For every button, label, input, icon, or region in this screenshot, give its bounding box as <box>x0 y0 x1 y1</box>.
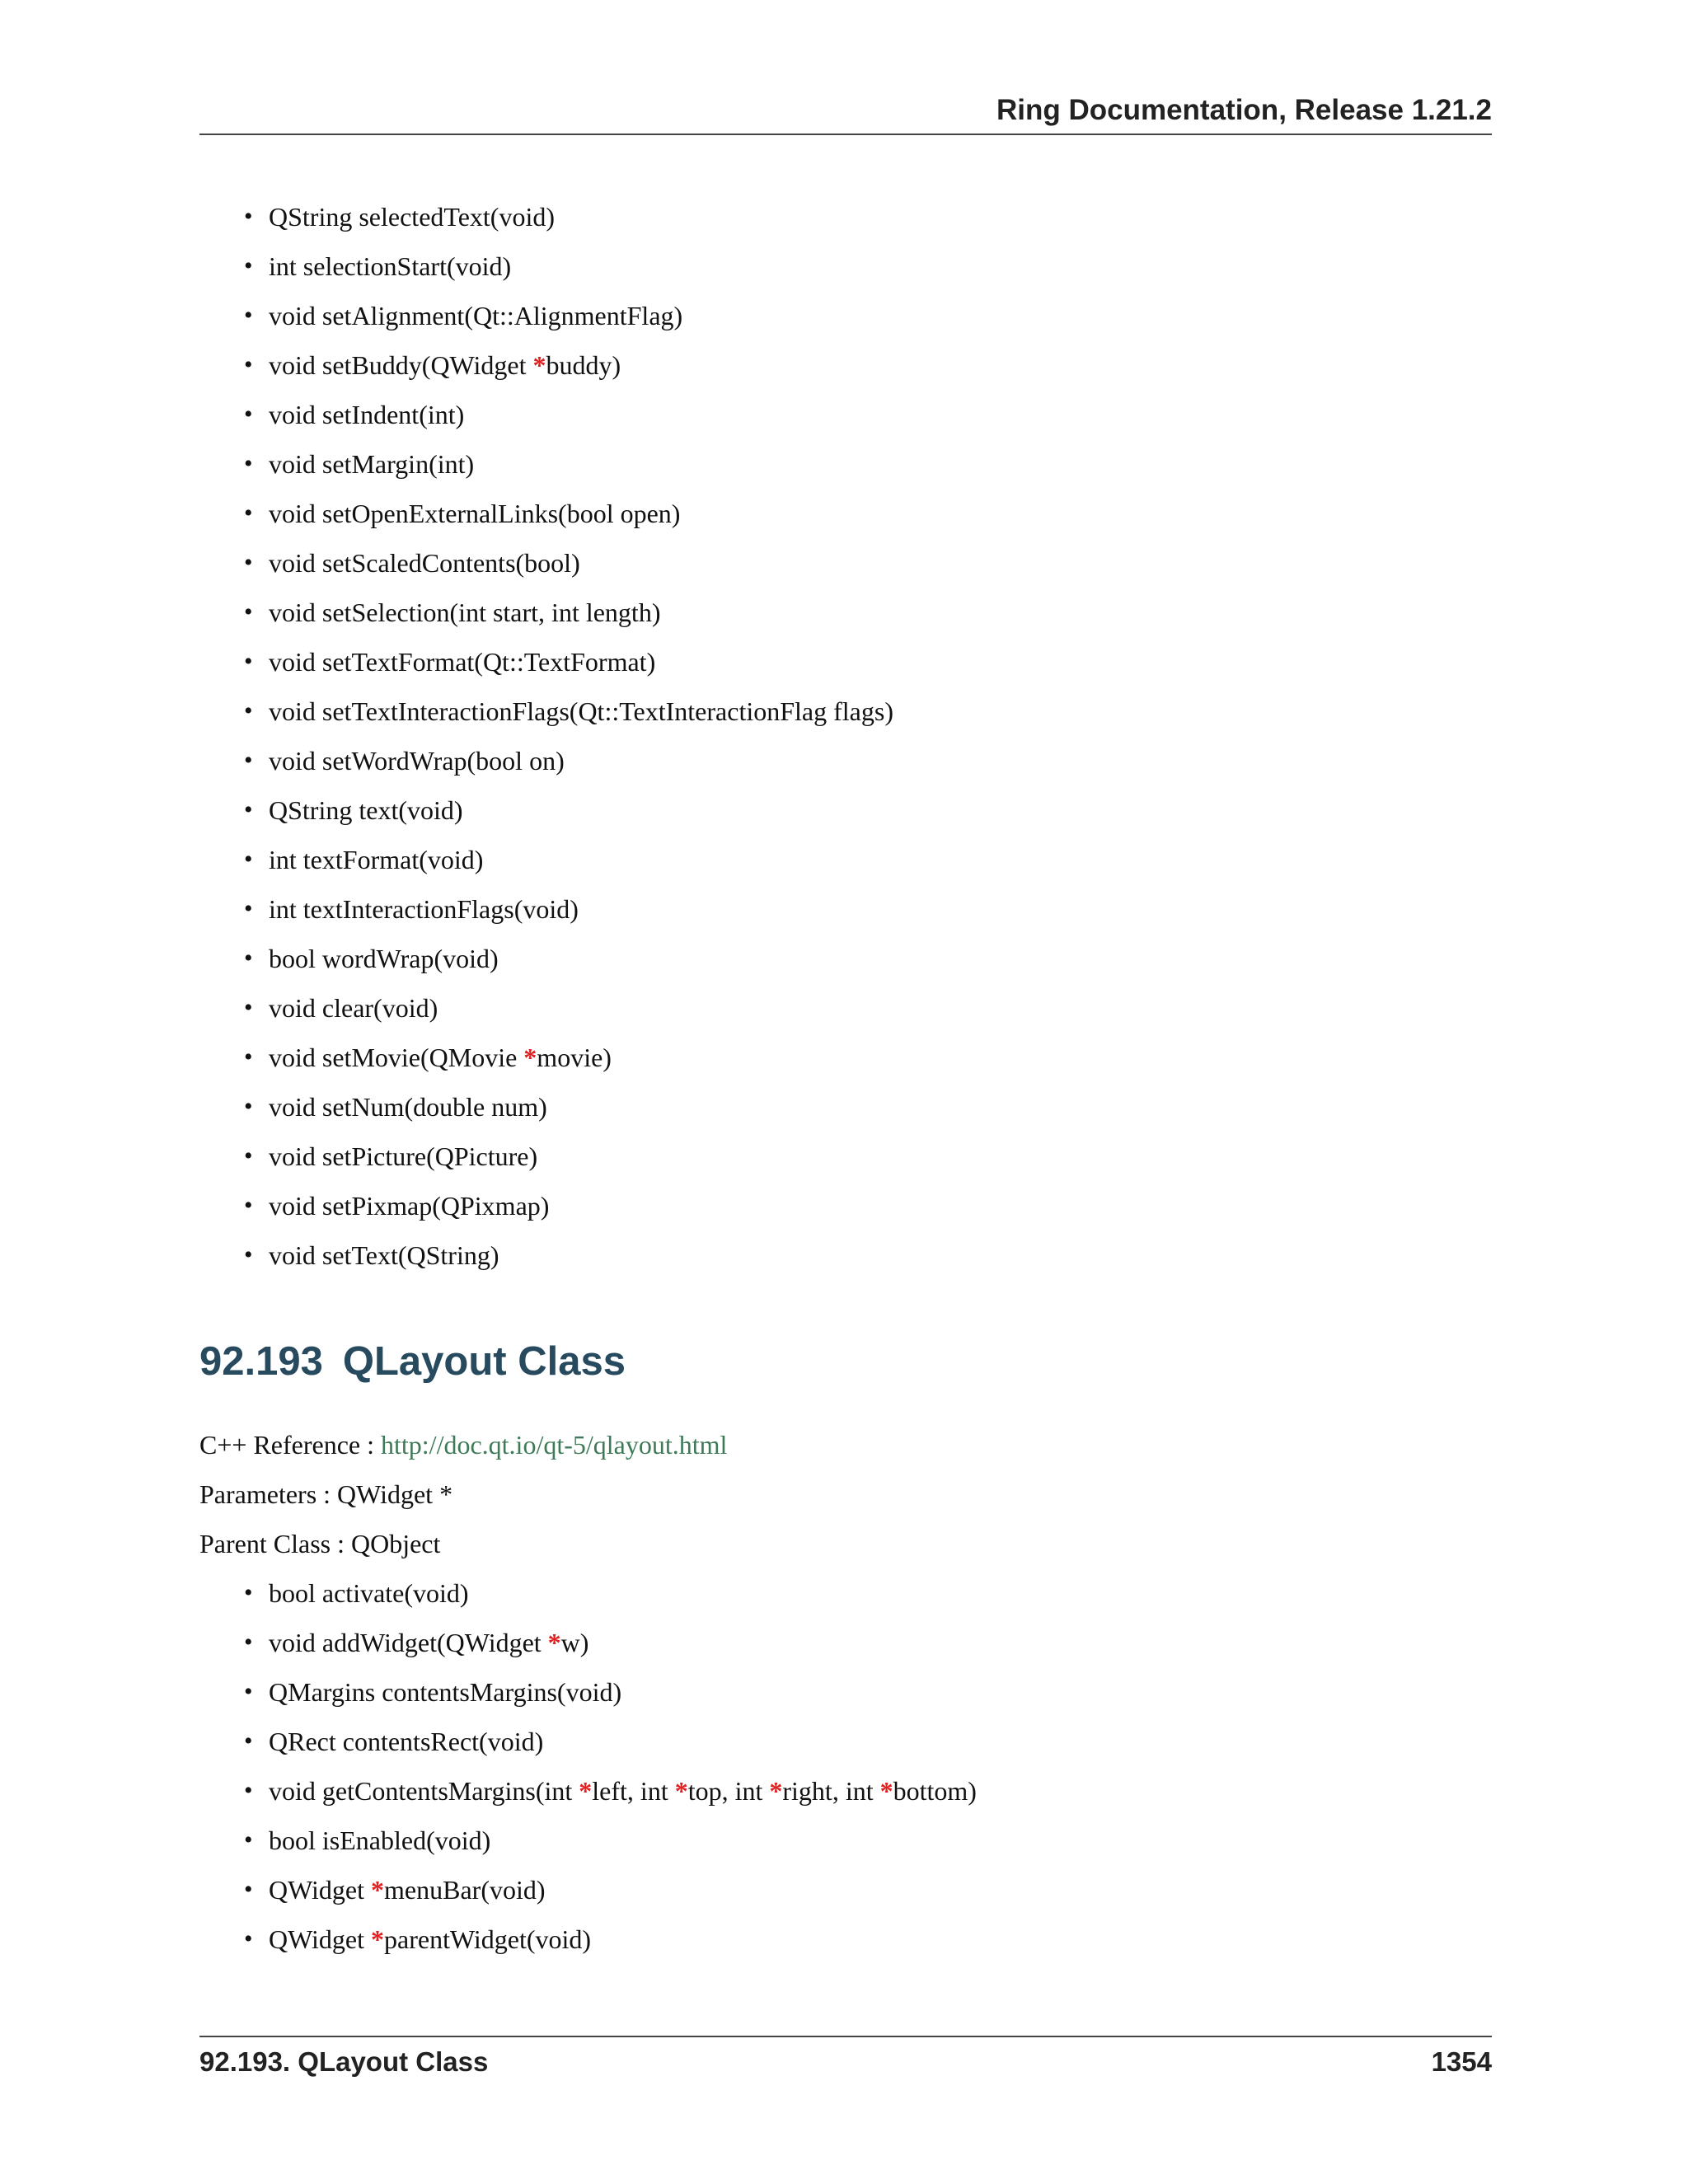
method-signature: void setMargin(int) <box>269 449 475 479</box>
section-number: 92.193 <box>199 1339 323 1384</box>
cpp-reference-link[interactable]: http://doc.qt.io/qt-5/qlayout.html <box>381 1430 728 1460</box>
bullet-icon: • <box>244 1876 253 1903</box>
method-item <box>0 192 893 241</box>
method-signature: void getContentsMargins(int *left, int *top, int *right, int *bottom) <box>269 1776 977 1806</box>
method-item <box>0 588 893 637</box>
method-signature: void clear(void) <box>269 993 438 1023</box>
method-signature: void setOpenExternalLinks(bool open) <box>269 499 681 528</box>
page-number: 1354 <box>1431 2046 1492 2077</box>
footer-section: 92.193. QLayout Class <box>199 2046 489 2077</box>
method-item <box>0 637 893 687</box>
method-list-qlayout <box>0 1568 977 1964</box>
method-item <box>0 291 893 340</box>
method-signature: void setNum(double num) <box>269 1092 547 1122</box>
method-signature: void setPixmap(QPixmap) <box>269 1191 550 1221</box>
method-signature: QRect contentsRect(void) <box>269 1727 544 1756</box>
bullet-icon: • <box>244 1192 253 1219</box>
method-item <box>0 1568 977 1618</box>
page-header <box>199 92 1492 135</box>
bullet-icon: • <box>244 302 253 329</box>
method-signature: QMargins contentsMargins(void) <box>269 1677 622 1707</box>
method-signature: void setPicture(QPicture) <box>269 1141 538 1171</box>
bullet-icon: • <box>244 994 253 1021</box>
method-item <box>0 1717 977 1766</box>
method-signature: int selectionStart(void) <box>269 251 512 281</box>
method-signature: int textInteractionFlags(void) <box>269 894 579 924</box>
method-signature: QString selectedText(void) <box>269 202 555 232</box>
method-signature: void setTextFormat(Qt::TextFormat) <box>269 647 656 677</box>
bullet-icon: • <box>244 351 253 378</box>
method-item <box>0 1766 977 1816</box>
method-signature: QString text(void) <box>269 795 463 825</box>
bullet-icon: • <box>244 796 253 823</box>
method-item <box>0 1132 893 1181</box>
cpp-reference-label: C++ Reference : <box>199 1430 381 1460</box>
bullet-icon: • <box>244 499 253 527</box>
method-signature: int textFormat(void) <box>269 845 484 874</box>
bullet-icon: • <box>244 1579 253 1606</box>
method-signature: void setBuddy(QWidget *buddy) <box>269 350 621 380</box>
method-item <box>0 687 893 736</box>
method-item <box>0 241 893 291</box>
document-title: Ring Documentation, Release 1.21.2 <box>996 94 1492 126</box>
bullet-icon: • <box>244 203 253 230</box>
method-item <box>0 1033 893 1082</box>
method-item <box>0 1865 977 1915</box>
method-list-qlabel <box>0 192 893 1280</box>
method-signature: QWidget *parentWidget(void) <box>269 1924 592 1954</box>
method-signature: QWidget *menuBar(void) <box>269 1875 546 1905</box>
method-item <box>0 340 893 390</box>
method-item <box>0 1181 893 1230</box>
method-signature: void setScaledContents(bool) <box>269 548 580 578</box>
method-item <box>0 884 893 934</box>
cpp-reference <box>199 1420 727 1469</box>
bullet-icon: • <box>244 1142 253 1169</box>
method-item <box>0 489 893 538</box>
method-item <box>0 1915 977 1964</box>
method-signature: void setSelection(int start, int length) <box>269 598 661 627</box>
page-footer <box>199 2036 1492 2087</box>
bullet-icon: • <box>244 944 253 972</box>
method-signature: bool activate(void) <box>269 1578 469 1608</box>
method-item <box>0 934 893 983</box>
method-signature: void setAlignment(Qt::AlignmentFlag) <box>269 301 683 330</box>
method-item <box>0 785 893 835</box>
method-signature: bool wordWrap(void) <box>269 944 499 973</box>
section-title: QLayout Class <box>342 1339 626 1384</box>
bullet-icon: • <box>244 895 253 922</box>
bullet-icon: • <box>244 648 253 675</box>
section-heading <box>199 1329 626 1394</box>
bullet-icon: • <box>244 1241 253 1268</box>
bullet-icon: • <box>244 549 253 576</box>
method-signature: void addWidget(QWidget *w) <box>269 1628 589 1657</box>
bullet-icon: • <box>244 1826 253 1854</box>
method-signature: void setWordWrap(bool on) <box>269 746 565 776</box>
bullet-icon: • <box>244 1678 253 1705</box>
bullet-icon: • <box>244 1777 253 1804</box>
bullet-icon: • <box>244 401 253 428</box>
bullet-icon: • <box>244 1043 253 1071</box>
method-item <box>0 835 893 884</box>
bullet-icon: • <box>244 450 253 477</box>
parent-class-line: Parent Class : QObject <box>199 1529 441 1558</box>
bullet-icon: • <box>244 1093 253 1120</box>
method-item <box>0 983 893 1033</box>
method-item <box>0 736 893 785</box>
method-item <box>0 1618 977 1667</box>
method-item <box>0 1816 977 1865</box>
bullet-icon: • <box>244 1629 253 1656</box>
bullet-icon: • <box>244 252 253 279</box>
bullet-icon: • <box>244 1727 253 1755</box>
method-item <box>0 439 893 489</box>
method-item <box>0 1230 893 1280</box>
method-signature: void setTextInteractionFlags(Qt::TextInteractionFlag flags) <box>269 696 893 726</box>
method-signature: void setMovie(QMovie *movie) <box>269 1043 612 1072</box>
method-item <box>0 1667 977 1717</box>
bullet-icon: • <box>244 747 253 774</box>
method-item <box>0 390 893 439</box>
method-item <box>0 538 893 588</box>
bullet-icon: • <box>244 598 253 626</box>
method-signature: void setIndent(int) <box>269 400 465 429</box>
method-item <box>0 1082 893 1132</box>
bullet-icon: • <box>244 697 253 724</box>
parameters-line: Parameters : QWidget * <box>199 1479 453 1509</box>
method-signature: bool isEnabled(void) <box>269 1825 491 1855</box>
bullet-icon: • <box>244 1925 253 1952</box>
bullet-icon: • <box>244 846 253 873</box>
method-signature: void setText(QString) <box>269 1240 499 1270</box>
